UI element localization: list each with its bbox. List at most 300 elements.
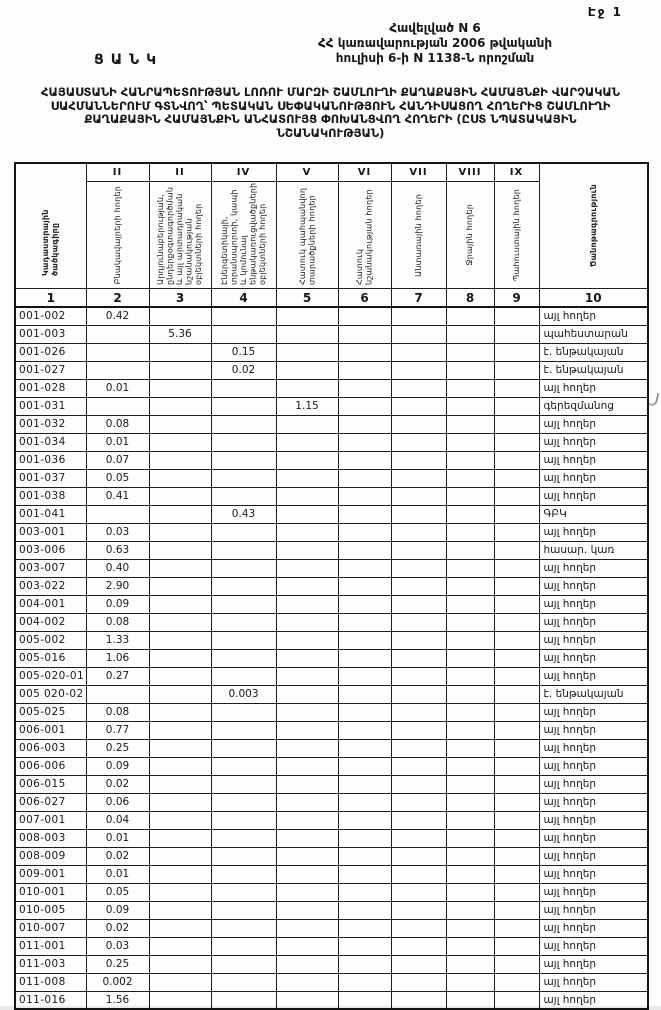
row-value-cell	[276, 883, 338, 901]
row-value-cell	[391, 595, 446, 613]
row-value-cell	[149, 955, 211, 973]
row-value-cell	[211, 523, 276, 541]
row-value-cell	[391, 667, 446, 685]
row-value-cell	[276, 937, 338, 955]
row-value-cell	[391, 703, 446, 721]
row-value-cell	[276, 991, 338, 1009]
table-row	[15, 811, 648, 829]
row-value-cell	[149, 991, 211, 1009]
row-value-cell: 0.09	[86, 757, 149, 775]
row-value-cell	[276, 667, 338, 685]
row-code-cell: 001-026	[15, 343, 86, 361]
row-value-cell	[494, 433, 539, 451]
row-value-cell	[446, 379, 494, 397]
appendix-line-2: ՀՀ կառավարության 2006 թվականի	[317, 36, 553, 50]
row-note-cell: այլ հողեր	[539, 307, 648, 325]
table-row	[15, 829, 648, 847]
row-value-cell	[494, 631, 539, 649]
row-value-cell	[149, 793, 211, 811]
row-value-cell: 0.002	[86, 973, 149, 991]
row-value-cell	[338, 793, 391, 811]
row-value-cell	[86, 325, 149, 343]
row-value-cell	[494, 505, 539, 523]
row-value-cell	[276, 847, 338, 865]
row-value-cell	[391, 415, 446, 433]
row-value-cell	[211, 451, 276, 469]
row-value-cell	[276, 577, 338, 595]
row-value-cell	[149, 433, 211, 451]
row-value-cell	[276, 469, 338, 487]
row-value-cell	[494, 739, 539, 757]
row-value-cell	[494, 793, 539, 811]
roman-numeral-row	[15, 163, 648, 182]
row-value-cell	[338, 703, 391, 721]
row-code-cell: 008-009	[15, 847, 86, 865]
table-row	[15, 955, 648, 973]
row-value-cell	[446, 757, 494, 775]
row-code-cell: 004-001	[15, 595, 86, 613]
row-value-cell	[149, 847, 211, 865]
table-row	[15, 613, 648, 631]
row-value-cell	[149, 361, 211, 379]
row-value-cell	[338, 883, 391, 901]
row-value-cell: 0.04	[86, 811, 149, 829]
row-value-cell	[446, 865, 494, 883]
row-value-cell: 1.15	[276, 397, 338, 415]
table-row	[15, 325, 648, 343]
row-value-cell	[338, 847, 391, 865]
row-value-cell	[338, 379, 391, 397]
row-value-cell	[149, 883, 211, 901]
row-value-cell	[338, 433, 391, 451]
row-value-cell	[276, 649, 338, 667]
row-value-cell	[149, 379, 211, 397]
row-note-cell: այլ հողեր	[539, 631, 648, 649]
table-row	[15, 739, 648, 757]
roman-numeral-col8: VIII	[446, 163, 494, 182]
row-value-cell	[391, 883, 446, 901]
row-value-cell	[494, 703, 539, 721]
row-value-cell: 5.36	[149, 325, 211, 343]
header-label-note: Ծանոթագրություն	[588, 184, 598, 268]
row-value-cell	[211, 649, 276, 667]
row-value-cell	[391, 793, 446, 811]
row-value-cell	[149, 415, 211, 433]
row-value-cell	[149, 685, 211, 703]
row-value-cell	[276, 505, 338, 523]
row-code-cell: 001-034	[15, 433, 86, 451]
row-code-cell: 001-037	[15, 469, 86, 487]
table-row	[15, 685, 648, 703]
row-value-cell	[338, 667, 391, 685]
row-value-cell	[494, 847, 539, 865]
row-code-cell: 003-006	[15, 541, 86, 559]
row-code-cell: 011-003	[15, 955, 86, 973]
row-value-cell	[338, 559, 391, 577]
table-row	[15, 937, 648, 955]
row-note-cell: այլ հողեր	[539, 775, 648, 793]
row-value-cell	[276, 793, 338, 811]
column-number-1: 1	[15, 289, 86, 308]
row-value-cell: 0.01	[86, 379, 149, 397]
row-code-cell: 006-003	[15, 739, 86, 757]
row-value-cell: 0.41	[86, 487, 149, 505]
row-code-cell: 005 020-02	[15, 685, 86, 703]
row-value-cell	[149, 937, 211, 955]
table-row	[15, 307, 648, 325]
row-value-cell: 0.25	[86, 739, 149, 757]
row-value-cell	[211, 793, 276, 811]
row-value-cell	[211, 613, 276, 631]
row-note-cell: այլ հողեր	[539, 559, 648, 577]
row-value-cell	[211, 865, 276, 883]
row-value-cell	[211, 991, 276, 1009]
row-note-cell: այլ հողեր	[539, 595, 648, 613]
table-row	[15, 793, 648, 811]
row-value-cell	[391, 469, 446, 487]
row-value-cell: 0.08	[86, 613, 149, 631]
row-value-cell	[211, 577, 276, 595]
row-value-cell	[494, 829, 539, 847]
row-value-cell	[211, 667, 276, 685]
table-row	[15, 379, 648, 397]
row-value-cell	[149, 595, 211, 613]
table-row	[15, 973, 648, 991]
row-value-cell: 0.25	[86, 955, 149, 973]
scan-artifact-mark	[647, 391, 660, 407]
row-code-cell: 010-001	[15, 883, 86, 901]
row-note-cell: այլ հողեր	[539, 991, 648, 1009]
table-row	[15, 721, 648, 739]
row-value-cell	[446, 469, 494, 487]
row-value-cell	[86, 343, 149, 361]
row-value-cell	[211, 397, 276, 415]
table-row	[15, 649, 648, 667]
row-value-cell	[338, 541, 391, 559]
row-value-cell	[149, 487, 211, 505]
row-value-cell	[276, 703, 338, 721]
row-value-cell	[276, 361, 338, 379]
header-cell-protected-area-lands	[276, 182, 338, 289]
row-value-cell	[338, 487, 391, 505]
row-note-cell: ԳԲԿ	[539, 505, 648, 523]
row-value-cell	[391, 505, 446, 523]
row-value-cell	[211, 703, 276, 721]
row-value-cell	[446, 595, 494, 613]
row-value-cell	[338, 631, 391, 649]
row-value-cell	[149, 721, 211, 739]
row-value-cell	[446, 847, 494, 865]
row-value-cell	[149, 757, 211, 775]
row-value-cell	[446, 811, 494, 829]
table-row	[15, 415, 648, 433]
row-value-cell	[446, 775, 494, 793]
header-cell-energy-transport-lands	[211, 182, 276, 289]
row-value-cell	[391, 325, 446, 343]
row-value-cell	[276, 757, 338, 775]
row-value-cell	[446, 343, 494, 361]
appendix-line-1: Հավելված N 6	[389, 21, 481, 35]
row-value-cell	[391, 829, 446, 847]
row-value-cell	[276, 775, 338, 793]
row-value-cell	[276, 541, 338, 559]
row-value-cell	[338, 397, 391, 415]
header-label-settlement-lands: Բնակավայրերի հողեր	[112, 185, 122, 285]
row-value-cell	[446, 631, 494, 649]
row-value-cell	[391, 757, 446, 775]
column-number-row	[15, 289, 648, 308]
row-value-cell	[391, 307, 446, 325]
row-value-cell	[211, 415, 276, 433]
row-value-cell	[149, 901, 211, 919]
row-value-cell	[338, 361, 391, 379]
table-row	[15, 631, 648, 649]
row-value-cell	[494, 469, 539, 487]
row-code-cell: 007-001	[15, 811, 86, 829]
row-value-cell	[494, 325, 539, 343]
row-value-cell	[86, 397, 149, 415]
table-body	[15, 307, 648, 1009]
row-value-cell	[338, 973, 391, 991]
row-value-cell: 0.003	[211, 685, 276, 703]
row-value-cell	[391, 721, 446, 739]
row-value-cell	[494, 415, 539, 433]
table-row	[15, 361, 648, 379]
row-value-cell	[494, 523, 539, 541]
row-value-cell	[446, 883, 494, 901]
row-value-cell	[149, 865, 211, 883]
row-value-cell: 1.06	[86, 649, 149, 667]
row-value-cell	[494, 379, 539, 397]
row-value-cell	[338, 829, 391, 847]
row-value-cell	[149, 343, 211, 361]
row-value-cell	[494, 721, 539, 739]
row-value-cell	[391, 541, 446, 559]
row-value-cell	[149, 919, 211, 937]
table-row	[15, 541, 648, 559]
row-note-cell: այլ հողեր	[539, 973, 648, 991]
table-row	[15, 343, 648, 361]
row-code-cell: 008-003	[15, 829, 86, 847]
row-value-cell	[446, 613, 494, 631]
row-note-cell: այլ հողեր	[539, 811, 648, 829]
row-code-cell: 005-002	[15, 631, 86, 649]
column-number-5: 5	[276, 289, 338, 308]
row-value-cell	[338, 343, 391, 361]
row-value-cell	[446, 361, 494, 379]
land-transfer-table	[14, 162, 649, 1010]
row-value-cell	[338, 325, 391, 343]
row-value-cell	[211, 487, 276, 505]
row-code-cell: 001-032	[15, 415, 86, 433]
row-value-cell	[211, 883, 276, 901]
page-number-label: Էջ 1	[587, 5, 623, 19]
row-value-cell	[338, 991, 391, 1009]
row-value-cell	[446, 991, 494, 1009]
row-value-cell: 1.56	[86, 991, 149, 1009]
row-code-cell: 005-025	[15, 703, 86, 721]
row-value-cell	[446, 577, 494, 595]
row-value-cell	[276, 721, 338, 739]
row-value-cell	[149, 649, 211, 667]
row-value-cell	[446, 919, 494, 937]
row-note-cell: է. ենթակայան	[539, 343, 648, 361]
row-value-cell	[446, 451, 494, 469]
row-value-cell	[149, 613, 211, 631]
row-value-cell	[391, 379, 446, 397]
roman-numeral-col4: IV	[211, 163, 276, 182]
row-note-cell: այլ հողեր	[539, 433, 648, 451]
row-value-cell: 2.90	[86, 577, 149, 595]
column-number-9: 9	[494, 289, 539, 308]
row-value-cell	[211, 739, 276, 757]
table-row	[15, 757, 648, 775]
row-value-cell	[149, 451, 211, 469]
row-value-cell	[276, 379, 338, 397]
row-value-cell	[494, 613, 539, 631]
row-value-cell	[446, 307, 494, 325]
row-code-cell: 006-027	[15, 793, 86, 811]
row-value-cell: 0.02	[211, 361, 276, 379]
row-value-cell	[149, 505, 211, 523]
row-value-cell	[276, 901, 338, 919]
row-code-cell: 006-015	[15, 775, 86, 793]
header-cell-water-lands	[446, 182, 494, 289]
header-label-water-lands: Ջրային հողեր	[465, 204, 475, 266]
row-note-cell: այլ հողեր	[539, 649, 648, 667]
row-note-cell: հասար. կառ	[539, 541, 648, 559]
row-code-cell: 011-008	[15, 973, 86, 991]
header-cell-special-purpose-lands	[338, 182, 391, 289]
row-value-cell	[494, 901, 539, 919]
table-row	[15, 523, 648, 541]
header-cell-reserve-lands	[494, 182, 539, 289]
row-value-cell	[211, 631, 276, 649]
row-code-cell: 001-041	[15, 505, 86, 523]
row-note-cell: այլ հողեր	[539, 469, 648, 487]
row-value-cell	[494, 811, 539, 829]
table-row	[15, 901, 648, 919]
appendix-header	[255, 21, 615, 66]
row-value-cell	[276, 829, 338, 847]
row-note-cell: այլ հողեր	[539, 955, 648, 973]
row-value-cell	[391, 487, 446, 505]
row-value-cell	[211, 937, 276, 955]
row-value-cell	[211, 325, 276, 343]
row-value-cell	[494, 775, 539, 793]
row-code-cell: 001-036	[15, 451, 86, 469]
row-note-cell: այլ հողեր	[539, 613, 648, 631]
row-value-cell	[276, 343, 338, 361]
row-note-cell: այլ հողեր	[539, 487, 648, 505]
row-value-cell	[338, 775, 391, 793]
row-value-cell	[494, 955, 539, 973]
row-note-cell: այլ հողեր	[539, 577, 648, 595]
row-value-cell	[391, 775, 446, 793]
row-value-cell	[276, 739, 338, 757]
header-cell-forest-lands	[391, 182, 446, 289]
row-value-cell	[494, 451, 539, 469]
row-value-cell	[276, 523, 338, 541]
roman-numeral-col3: II	[149, 163, 211, 182]
row-value-cell	[494, 991, 539, 1009]
row-code-cell: 003-022	[15, 577, 86, 595]
row-value-cell	[446, 973, 494, 991]
row-value-cell	[276, 451, 338, 469]
row-value-cell	[494, 937, 539, 955]
row-value-cell	[338, 523, 391, 541]
header-cell-industrial-lands	[149, 182, 211, 289]
row-value-cell	[276, 595, 338, 613]
table-row	[15, 577, 648, 595]
row-value-cell: 0.02	[86, 919, 149, 937]
table-row	[15, 667, 648, 685]
row-value-cell	[494, 865, 539, 883]
row-value-cell	[391, 847, 446, 865]
table-row	[15, 469, 648, 487]
row-code-cell: 001-028	[15, 379, 86, 397]
row-code-cell: 006-006	[15, 757, 86, 775]
roman-numeral-col5: V	[276, 163, 338, 182]
row-value-cell	[149, 559, 211, 577]
row-value-cell	[494, 541, 539, 559]
row-value-cell	[338, 919, 391, 937]
table-row	[15, 505, 648, 523]
row-value-cell	[494, 577, 539, 595]
row-value-cell: 0.07	[86, 451, 149, 469]
row-note-cell: այլ հողեր	[539, 865, 648, 883]
row-value-cell	[276, 559, 338, 577]
row-value-cell	[276, 613, 338, 631]
row-note-cell: այլ հողեր	[539, 739, 648, 757]
row-code-cell: 006-001	[15, 721, 86, 739]
row-note-cell: այլ հողեր	[539, 415, 648, 433]
header-label-reserve-lands: Պահուստային հողեր	[511, 188, 521, 282]
row-value-cell	[494, 883, 539, 901]
row-value-cell	[391, 343, 446, 361]
row-value-cell	[276, 865, 338, 883]
row-value-cell	[211, 901, 276, 919]
row-value-cell	[446, 433, 494, 451]
row-code-cell: 001-002	[15, 307, 86, 325]
header-label-industrial-lands: Արդյունաբերության, ընդերքօգտագործման և այլ արտադրական նշանակության օբյեկտների հողեր	[156, 186, 204, 285]
row-value-cell	[391, 955, 446, 973]
header-label-protected-area-lands: Հատուկ պահպանվող տարածքների հողեր	[297, 187, 316, 285]
row-note-cell: այլ հողեր	[539, 757, 648, 775]
column-number-7: 7	[391, 289, 446, 308]
row-value-cell	[211, 973, 276, 991]
row-value-cell: 0.03	[86, 523, 149, 541]
row-value-cell	[211, 775, 276, 793]
row-value-cell: 0.01	[86, 865, 149, 883]
row-note-cell: գերեզմանոց	[539, 397, 648, 415]
row-value-cell	[86, 505, 149, 523]
row-value-cell	[391, 991, 446, 1009]
row-value-cell	[446, 739, 494, 757]
row-note-cell: է. ենթակայան	[539, 361, 648, 379]
row-note-cell: այլ հողեր	[539, 847, 648, 865]
row-value-cell	[391, 577, 446, 595]
table-row	[15, 883, 648, 901]
row-value-cell	[446, 523, 494, 541]
row-value-cell	[391, 739, 446, 757]
row-value-cell	[494, 361, 539, 379]
row-value-cell	[276, 955, 338, 973]
row-value-cell	[276, 487, 338, 505]
row-value-cell	[446, 505, 494, 523]
row-value-cell	[338, 955, 391, 973]
row-value-cell	[494, 649, 539, 667]
